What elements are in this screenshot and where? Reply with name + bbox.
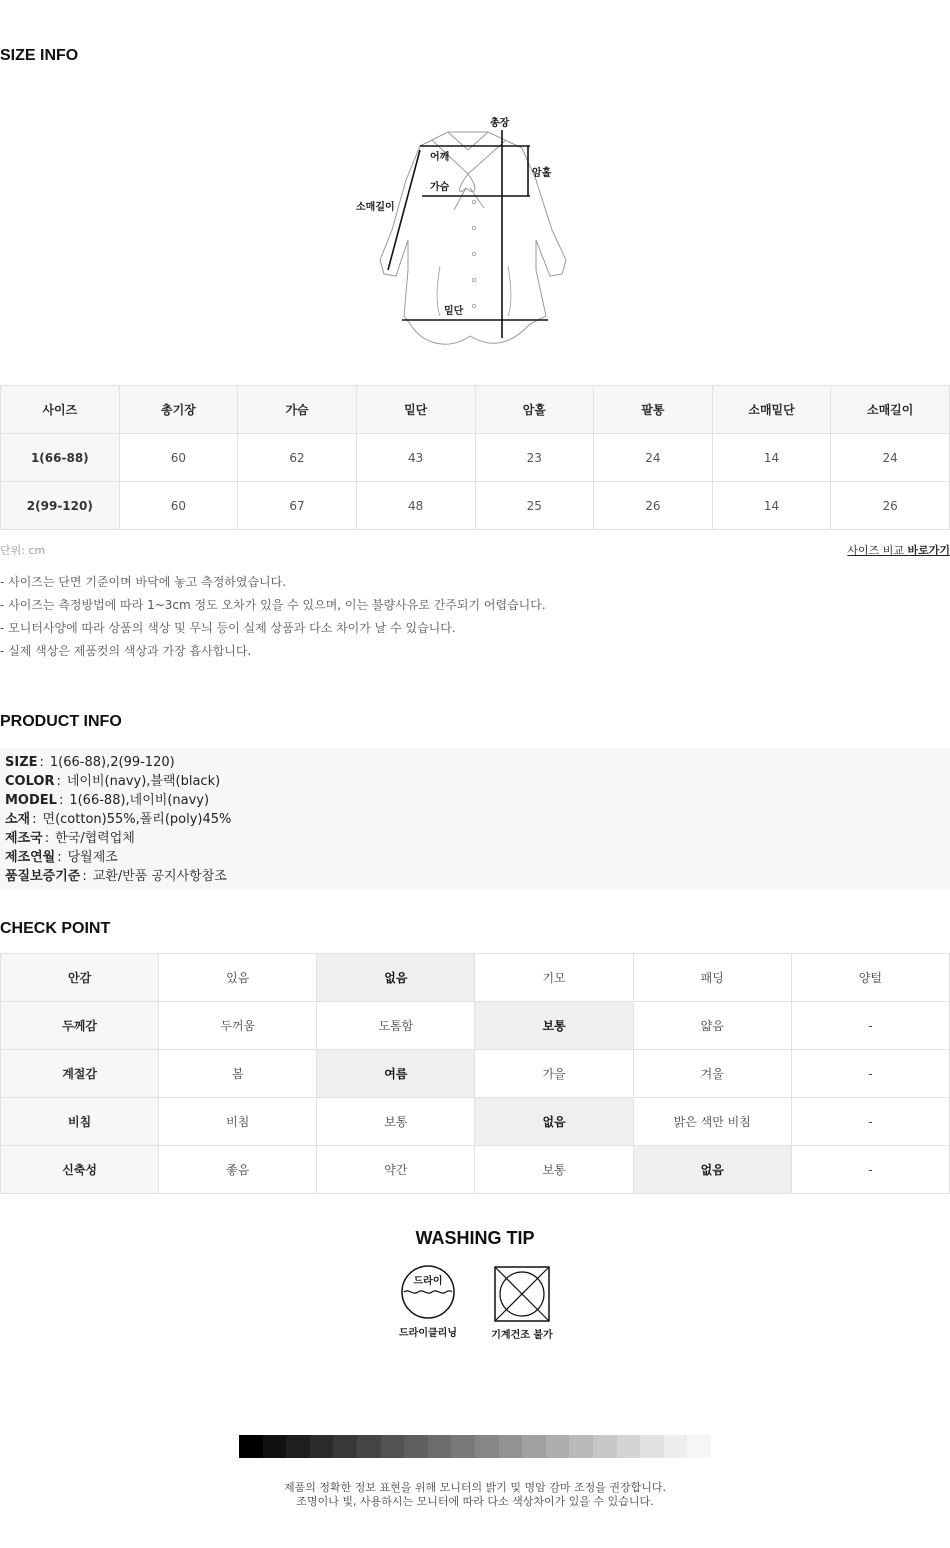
check-point-option: 봄 <box>159 1050 317 1098</box>
check-point-option: 두꺼움 <box>159 1002 317 1050</box>
check-point-option: 비침 <box>159 1098 317 1146</box>
table-cell: 43 <box>356 434 475 482</box>
size-note: - 사이즈는 측정방법에 따라 1~3cm 정도 오차가 있을 수 있으며, 이는 불량사유로 간주되기 어렵습니다. <box>0 598 546 612</box>
header-cell: 총기장 <box>119 386 238 434</box>
product-info-value: 교환/반품 공지사항참조 <box>92 869 227 884</box>
check-point-option: 도톰함 <box>317 1002 475 1050</box>
product-info-value: 면(cotton)55%,폴리(poly)45% <box>42 812 232 827</box>
table-row <box>1 482 950 530</box>
table-cell: 24 <box>831 434 950 482</box>
product-info-row: MODEL : 1(66-88),네이비(navy) <box>5 793 210 808</box>
check-point-row <box>1 954 950 1002</box>
gray-swatch <box>664 1435 688 1458</box>
check-point-option: 좋음 <box>159 1146 317 1194</box>
size-notes <box>0 574 546 666</box>
check-point-option-selected: 여름 <box>317 1050 475 1098</box>
gray-swatch <box>263 1435 287 1458</box>
check-point-option: - <box>791 1146 949 1194</box>
header-cell: 사이즈 <box>1 386 120 434</box>
header-cell: 소매밑단 <box>712 386 831 434</box>
check-point-option-selected: 없음 <box>475 1098 633 1146</box>
gray-swatch <box>475 1435 499 1458</box>
product-info-row: 제조연월 : 당월제조 <box>5 850 118 865</box>
check-point-title: CHECK POINT <box>0 920 111 937</box>
check-point-row <box>1 1050 950 1098</box>
size-compare-link-text: 바로가기 <box>907 544 950 557</box>
product-info-row: SIZE : 1(66-88),2(99-120) <box>5 755 175 770</box>
check-point-option: 얇음 <box>633 1002 791 1050</box>
size-cell: 1(66-88) <box>1 434 120 482</box>
check-point-option: 보통 <box>317 1098 475 1146</box>
product-info-label: 소재 <box>5 812 31 827</box>
no-tumble-dry-item <box>482 1264 562 1341</box>
table-cell: 60 <box>119 434 238 482</box>
header-cell: 가슴 <box>238 386 357 434</box>
no-tumble-dry-caption: 기계건조 불가 <box>491 1330 553 1341</box>
check-point-row <box>1 1098 950 1146</box>
header-cell: 소매길이 <box>831 386 950 434</box>
check-point-option: 보통 <box>475 1146 633 1194</box>
gray-swatch <box>357 1435 381 1458</box>
product-info-label: 제조연월 <box>5 850 56 865</box>
product-info-label: SIZE <box>5 755 38 770</box>
size-note: - 사이즈는 단면 기준이며 바닥에 놓고 측정하였습니다. <box>0 575 287 589</box>
check-point-label: 신축성 <box>1 1146 159 1194</box>
gray-scale-bar <box>239 1435 711 1458</box>
product-info-value: 한국/협력업체 <box>55 831 135 846</box>
product-info-label: MODEL <box>5 793 57 808</box>
check-point-option: 약간 <box>317 1146 475 1194</box>
size-compare-prefix: 사이즈 비교 <box>847 544 904 557</box>
check-point-option: 기모 <box>475 954 633 1002</box>
label-chest: 가슴 <box>430 182 450 193</box>
size-cell: 2(99-120) <box>1 482 120 530</box>
gray-swatch <box>451 1435 475 1458</box>
size-note: - 실제 색상은 제품컷의 색상과 가장 흡사합니다. <box>0 644 252 658</box>
label-armhole: 암홀 <box>532 168 552 179</box>
size-table-header-row <box>1 386 950 434</box>
gray-swatch <box>499 1435 523 1458</box>
product-info-value: 1(66-88),2(99-120) <box>49 755 175 770</box>
label-sleeve-length: 소매길이 <box>356 202 395 213</box>
table-cell: 67 <box>238 482 357 530</box>
header-cell: 암홀 <box>475 386 594 434</box>
check-point-option-selected: 없음 <box>633 1146 791 1194</box>
check-point-label: 비침 <box>1 1098 159 1146</box>
label-total-length: 총장 <box>490 118 510 129</box>
table-cell: 26 <box>831 482 950 530</box>
product-info-row: 품질보증기준 : 교환/반품 공지사항참조 <box>5 869 227 884</box>
size-compare-link[interactable] <box>847 542 950 558</box>
check-point-option-selected: 없음 <box>317 954 475 1002</box>
header-cell: 밑단 <box>356 386 475 434</box>
product-info-label: COLOR <box>5 774 55 789</box>
product-info-value: 네이비(navy),블랙(black) <box>66 774 221 789</box>
gray-swatch <box>428 1435 452 1458</box>
monitor-notice-line: 제품의 정확한 정보 표현을 위해 모니터의 밝기 및 명암 감마 조정을 권장합니다. <box>284 1481 666 1494</box>
table-cell: 14 <box>712 434 831 482</box>
monitor-notice <box>0 1481 950 1509</box>
table-cell: 24 <box>594 434 713 482</box>
size-note: - 모니터사양에 따라 상품의 색상 및 무늬 등이 실제 상품과 다소 차이가 날 수 있습니다. <box>0 621 456 635</box>
check-point-table <box>0 953 950 1194</box>
dry-clean-symbol-text: 드라이 <box>413 1276 443 1287</box>
unit-label: 단위: cm <box>0 544 46 557</box>
gray-swatch <box>286 1435 310 1458</box>
check-point-option: 밝은 색만 비침 <box>633 1098 791 1146</box>
gray-swatch <box>593 1435 617 1458</box>
check-point-label: 두께감 <box>1 1002 159 1050</box>
product-info-value: 1(66-88),네이비(navy) <box>69 793 210 808</box>
product-info-box <box>0 748 950 890</box>
check-point-option: 패딩 <box>633 954 791 1002</box>
table-cell: 60 <box>119 482 238 530</box>
table-cell: 48 <box>356 482 475 530</box>
gray-swatch <box>522 1435 546 1458</box>
dry-clean-caption: 드라이클리닝 <box>399 1328 457 1339</box>
label-hem: 밑단 <box>444 306 464 317</box>
table-cell: 23 <box>475 434 594 482</box>
gray-swatch <box>310 1435 334 1458</box>
table-cell: 62 <box>238 434 357 482</box>
product-info-label: 품질보증기준 <box>5 869 81 884</box>
washing-tip-title: WASHING TIP <box>415 1228 535 1248</box>
no-tumble-dry-icon <box>492 1264 552 1324</box>
gray-swatch <box>239 1435 263 1458</box>
label-shoulder: 어깨 <box>430 152 450 163</box>
gray-swatch <box>381 1435 405 1458</box>
monitor-notice-line: 조명이나 빛, 사용하시는 모니터에 따라 다소 색상차이가 있을 수 있습니다. <box>296 1495 654 1508</box>
gray-swatch <box>617 1435 641 1458</box>
product-info-row: 제조국 : 한국/협력업체 <box>5 831 135 846</box>
gray-swatch <box>404 1435 428 1458</box>
dry-clean-icon <box>400 1264 456 1320</box>
check-point-option-selected: 보통 <box>475 1002 633 1050</box>
product-info-row: COLOR : 네이비(navy),블랙(black) <box>5 774 221 789</box>
gray-swatch <box>687 1435 711 1458</box>
product-info-title: PRODUCT INFO <box>0 713 122 730</box>
check-point-option: - <box>791 1050 949 1098</box>
check-point-row <box>1 1002 950 1050</box>
check-point-option: - <box>791 1002 949 1050</box>
table-cell: 25 <box>475 482 594 530</box>
product-info-value: 당월제조 <box>67 850 118 865</box>
gray-swatch <box>640 1435 664 1458</box>
check-point-option: 양털 <box>791 954 949 1002</box>
garment-illustration <box>340 110 600 360</box>
garment-size-diagram <box>340 110 600 360</box>
gray-swatch <box>546 1435 570 1458</box>
dry-clean-item <box>388 1264 468 1339</box>
product-info-label: 제조국 <box>5 831 43 846</box>
table-cell: 14 <box>712 482 831 530</box>
table-cell: 26 <box>594 482 713 530</box>
product-info-row: 소재 : 면(cotton)55%,폴리(poly)45% <box>5 812 232 827</box>
header-cell: 팔통 <box>594 386 713 434</box>
check-point-option: 가을 <box>475 1050 633 1098</box>
check-point-option: 겨울 <box>633 1050 791 1098</box>
check-point-option: 있음 <box>159 954 317 1002</box>
size-info-title: SIZE INFO <box>0 47 79 64</box>
check-point-row <box>1 1146 950 1194</box>
size-table <box>0 385 950 530</box>
check-point-label: 계절감 <box>1 1050 159 1098</box>
check-point-label: 안감 <box>1 954 159 1002</box>
check-point-option: - <box>791 1098 949 1146</box>
gray-swatch <box>569 1435 593 1458</box>
table-row <box>1 434 950 482</box>
gray-swatch <box>333 1435 357 1458</box>
